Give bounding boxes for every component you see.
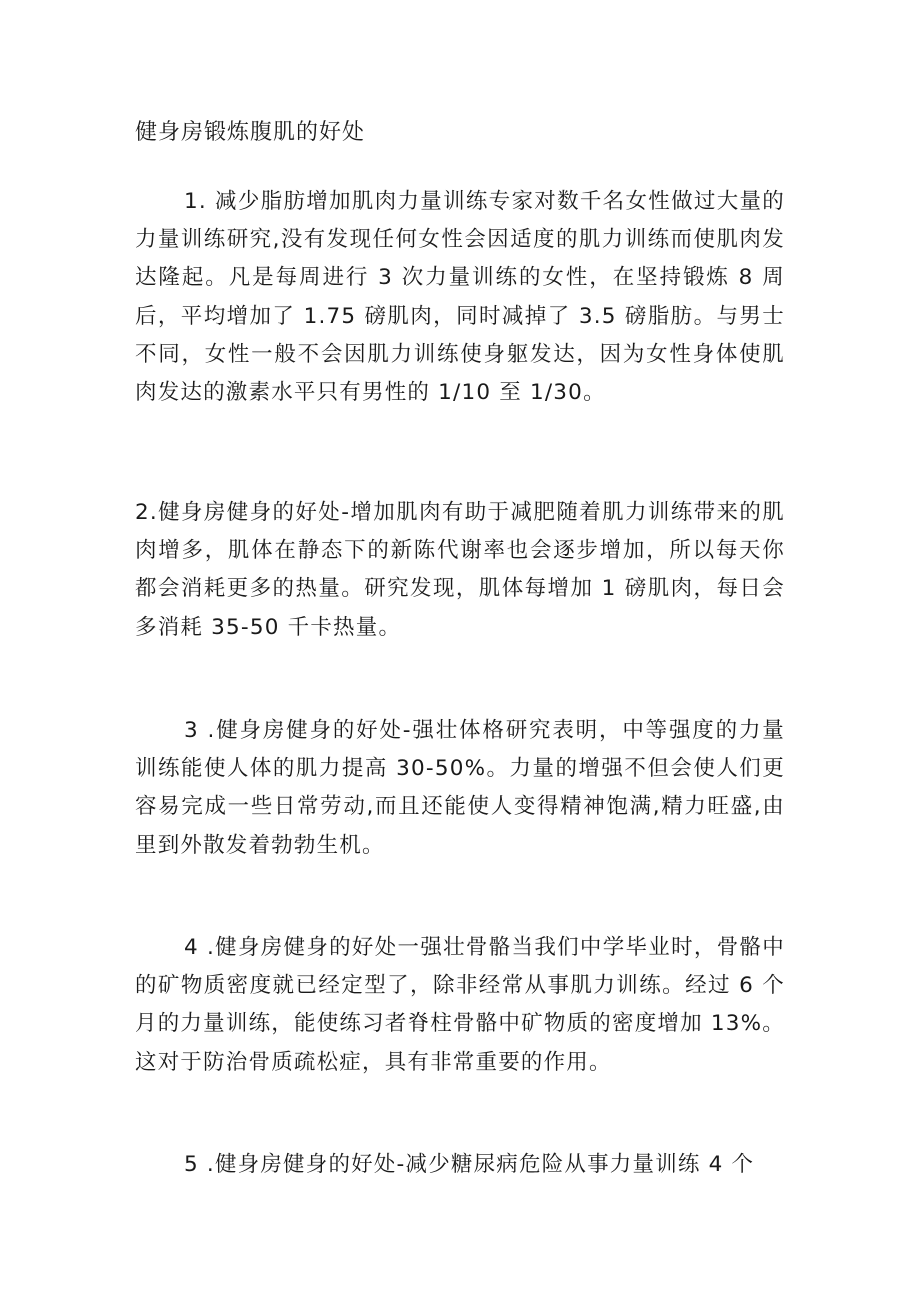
paragraph-2: 2.健身房健身的好处-增加肌肉有助于减肥随着肌力训练带来的肌肉增多，肌体在静态下的新陈代谢率也会逐步增加，所以每天你都会消耗更多的热量。研究发现，肌体每增加 1 磅肌肉，每日会多消耗 35-50 千卡热量。 xyxy=(135,500,785,640)
paragraph-1: 1. 减少脂肪增加肌肉力量训练专家对数千名女性做过大量的力量训练研究,没有发现任何女性会因适度的肌力训练而使肌肉发达隆起。凡是每周进行 3 次力量训练的女性，在坚持锻炼 8 周后，平均增加了 1.75 磅肌肉，同时减掉了 3.5 磅脂肪。与男士不同，女性一般不会因肌力训练使身躯发达，因为女性身体使肌肉发达的激素水平只有男性的 1/10 至 1/30。 xyxy=(135,189,785,406)
paragraph-5: 5 .健身房健身的好处-减少糖尿病危险从事力量训练 4 个 xyxy=(184,1152,755,1177)
paragraph-3: 3 .健身房健身的好处-强壮体格研究表明，中等强度的力量训练能使人体的肌力提高 30-50%。力量的增强不但会使人们更容易完成一些日常劳动,而且还能使人变得精神饱满,精力旺盛,由里到外散发着勃勃生机。 xyxy=(135,718,785,858)
document-title: 健身房锻炼腹肌的好处 xyxy=(135,120,366,145)
paragraph-4: 4 .健身房健身的好处一强壮骨骼当我们中学毕业时，骨骼中的矿物质密度就已经定型了，除非经常从事肌力训练。经过 6 个月的力量训练，能使练习者脊柱骨骼中矿物质的密度增加 13%。这对于防治骨质疏松症，具有非常重要的作用。 xyxy=(135,935,785,1075)
